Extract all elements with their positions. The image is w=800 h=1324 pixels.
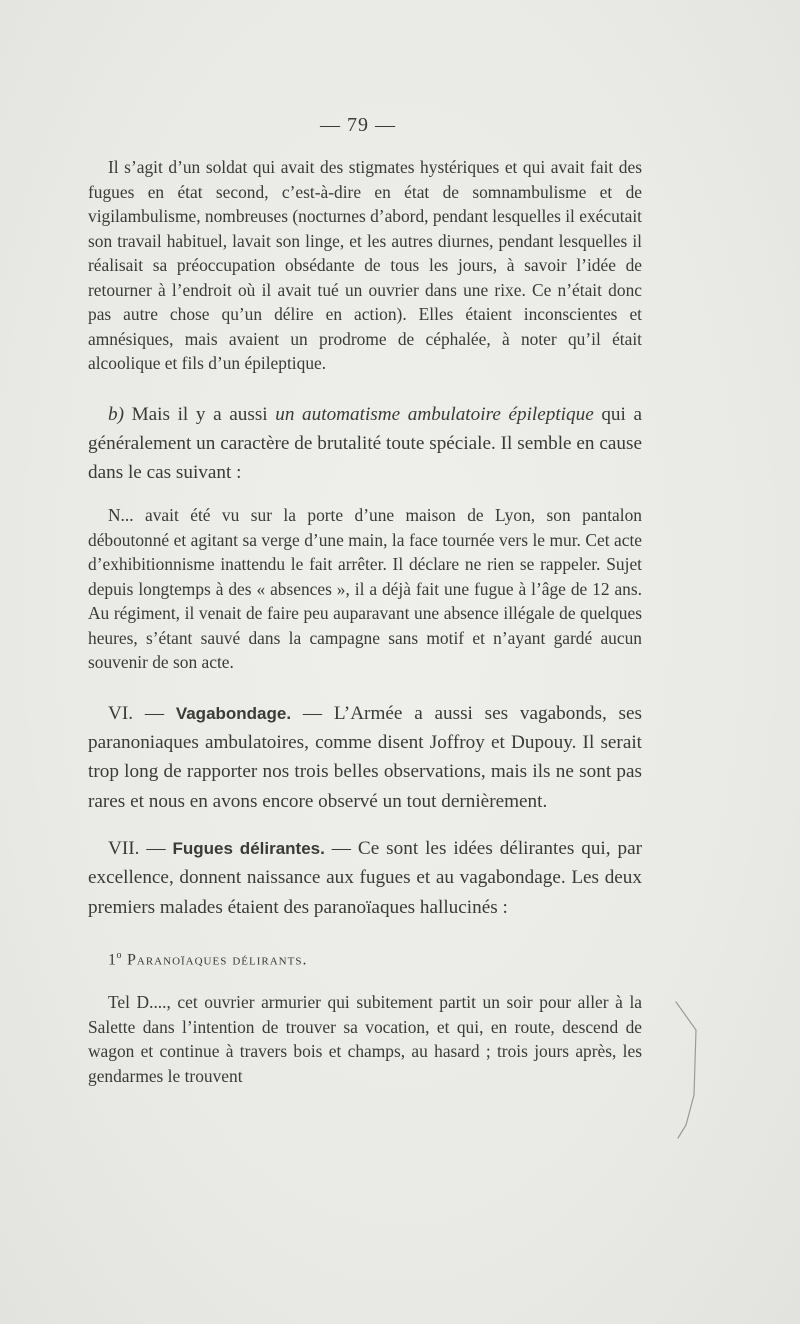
- paragraph-case-n: N... avait été vu sur la porte d’une maison de Lyon, son pantalon déboutonné et agitant sa verge d’une main, la face tournée vers le mur. Cet acte d’exhibitionnisme inattendu le fait arrêter. Il déclare ne rien se rappeler. Sujet depuis longtemps à des « absences », il a déjà fait une fugue à l’âge de 12 ans. Au régiment, il venait de faire peu auparavant une absence illégale de quelques heures, s’étant sauvé dans la campagne sans motif et n’ayant gardé aucun souvenir de son acte.: [88, 505, 642, 673]
- body-text: [88, 155, 642, 1088]
- paragraph-rest: qui a généralement un caractère de brutalité toute spéciale. Il semble en cause dans le cas suivant :: [88, 403, 642, 484]
- paragraph-case-d: Tel D...., cet ouvrier armurier qui subitement partit un soir pour aller à la Salette dans l’intention de trouver sa vocation, et qui, en route, descend de wagon et continue à travers bois et champs, au hasard ; trois jours après, les gendarmes le trouvent: [88, 992, 642, 1086]
- page-number: — 79 —: [320, 114, 396, 136]
- paragraph-epileptic-automatism: [88, 400, 642, 488]
- section-heading-fugues-delirantes: Fugues délirantes.: [172, 839, 325, 859]
- subheading-text: Paranoïaques délirants.: [122, 951, 308, 969]
- section-numeral-vi: VI. —: [108, 702, 176, 724]
- subheading-number: 1: [108, 951, 117, 969]
- paragraph-hysteric-soldier: Il s’agit d’un soldat qui avait des stigmates hystériques et qui avait fait des fugues en état second, c’est-à-dire en état de somnambulisme et de vigilambulisme, nombreuses (nocturnes d’abord, pendant lesquelles il exécutait son travail habituel, lavait son linge, et les autres diurnes, pendant lesquelles il réalisait sa préoccupation obsédante de tous les jours, à savoir l’idée de retourner à l’endroit où il avait tué un ouvrier dans une rixe. Ce n’était donc pas autre chose qu’un délire en action). Elles étaient inconscientes et amnésiques, mais avaient un prodrome de céphalée, à noter qu’il était alcoolique et fils d’un épileptique.: [88, 157, 642, 373]
- paragraph-fugues-delirantes: [88, 834, 642, 922]
- paragraph-rest: — Ce sont les idées délirantes qui, par excellence, donnent naissance aux fugues et au vagabondage. Les deux premiers malades étaient des paranoïaques hallucinés :: [88, 838, 642, 918]
- pencil-margin-mark: [674, 1000, 704, 1140]
- paragraph-lead: Mais il y a aussi: [123, 403, 276, 425]
- pencil-bracket-icon: [674, 1000, 704, 1140]
- item-label-b: b): [108, 403, 124, 425]
- paragraph-vagabondage: [88, 699, 642, 816]
- subheading-paranoiaques: [88, 944, 642, 972]
- section-heading-vagabondage: Vagabondage.: [175, 703, 292, 723]
- emphasis-epileptic-automatism: un automatisme ambulatoire épileptique: [275, 403, 594, 425]
- section-numeral-vii: VII. —: [108, 838, 173, 860]
- subheading-ordinal: o: [116, 949, 122, 961]
- paragraph-rest: — L’Armée a aussi ses vagabonds, ses paranoniaques ambulatoires, comme disent Joffroy et Dupouy. Il serait trop long de rapporter nos trois belles observations, mais ils ne sont pas rares et nous en avons encore observé un tout dernièrement.: [88, 702, 643, 812]
